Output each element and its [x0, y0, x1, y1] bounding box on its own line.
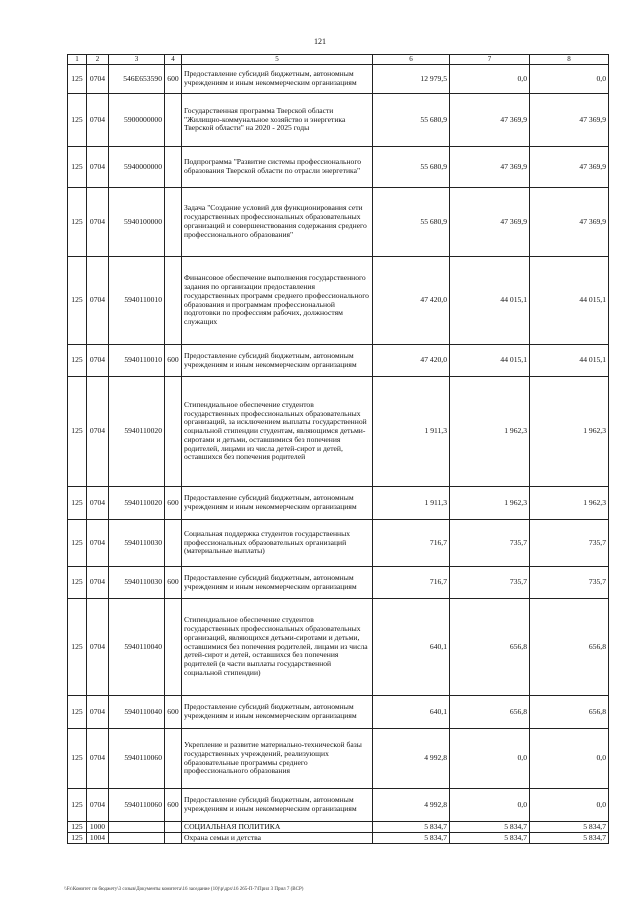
expense-type-cell — [165, 377, 182, 487]
target-article-cell — [109, 833, 165, 844]
name-cell: Укрепление и развитие материально-технической базы государственных учреждений, реализующих образовательные программы среднего профессионального образования — [182, 729, 373, 789]
table-row — [68, 377, 609, 487]
expense-type-cell: 600 — [165, 567, 182, 599]
admin-code-cell: 125 — [68, 729, 87, 789]
amount-cell: 47 369,9 — [530, 147, 609, 188]
amount-cell: 735,7 — [530, 567, 609, 599]
amount-cell: 656,8 — [450, 696, 530, 729]
amount-cell: 55 680,9 — [373, 94, 450, 147]
amount-cell: 0,0 — [450, 65, 530, 94]
amount-cell: 0,0 — [450, 729, 530, 789]
amount-cell: 5 834,7 — [450, 822, 530, 833]
target-article-cell — [109, 822, 165, 833]
amount-cell: 640,1 — [373, 599, 450, 696]
admin-code-cell: 125 — [68, 833, 87, 844]
header-cell: 5 — [182, 55, 373, 65]
target-article-cell: 5940110060 — [109, 789, 165, 822]
amount-cell: 735,7 — [450, 520, 530, 567]
admin-code-cell: 125 — [68, 520, 87, 567]
expense-type-cell: 600 — [165, 789, 182, 822]
amount-cell: 5 834,7 — [530, 822, 609, 833]
name-cell: Стипендиальное обеспечение студентов государственных профессиональных образовательных организаций, за исключением выплаты государственной социальной стипендии студентам, являющимся детьми-сиротами и детьми, оставшимися без попечения родителей, лицами из числа детей-сирот и детей, оставшихся без попечения родителей — [182, 377, 373, 487]
table-row — [68, 520, 609, 567]
admin-code-cell: 125 — [68, 257, 87, 345]
amount-cell: 716,7 — [373, 567, 450, 599]
section-code-cell: 0704 — [87, 147, 109, 188]
target-article-cell: 5940110030 — [109, 520, 165, 567]
header-cell: 4 — [165, 55, 182, 65]
amount-cell: 656,8 — [450, 599, 530, 696]
amount-cell: 44 015,1 — [450, 257, 530, 345]
admin-code-cell: 125 — [68, 377, 87, 487]
admin-code-cell: 125 — [68, 696, 87, 729]
admin-code-cell: 125 — [68, 487, 87, 520]
amount-cell: 640,1 — [373, 696, 450, 729]
section-code-cell: 0704 — [87, 789, 109, 822]
section-code-cell: 0704 — [87, 377, 109, 487]
amount-cell: 5 834,7 — [373, 833, 450, 844]
table-row — [68, 822, 609, 833]
amount-cell: 44 015,1 — [450, 345, 530, 377]
expense-type-cell — [165, 520, 182, 567]
header-cell: 6 — [373, 55, 450, 65]
amount-cell: 47 420,0 — [373, 257, 450, 345]
amount-cell: 1 962,3 — [450, 487, 530, 520]
section-code-cell: 0704 — [87, 94, 109, 147]
header-cell: 3 — [109, 55, 165, 65]
target-article-cell: 5940110040 — [109, 599, 165, 696]
admin-code-cell: 125 — [68, 345, 87, 377]
admin-code-cell: 125 — [68, 65, 87, 94]
name-cell: Государственная программа Тверской области "Жилищно-коммунальное хозяйство и энергетика Тверской области" на 2020 - 2025 годы — [182, 94, 373, 147]
target-article-cell: 5940110040 — [109, 696, 165, 729]
expense-type-cell — [165, 729, 182, 789]
name-cell: Предоставление субсидий бюджетным, автономным учреждениям и иным некоммерческим организациям — [182, 487, 373, 520]
table-row — [68, 833, 609, 844]
table-header-row — [68, 55, 609, 65]
amount-cell: 0,0 — [450, 789, 530, 822]
admin-code-cell: 125 — [68, 822, 87, 833]
page-number: 121 — [314, 37, 326, 46]
target-article-cell: 5940110030 — [109, 567, 165, 599]
header-cell: 2 — [87, 55, 109, 65]
amount-cell: 47 369,9 — [530, 188, 609, 257]
amount-cell: 47 420,0 — [373, 345, 450, 377]
section-code-cell: 0704 — [87, 345, 109, 377]
section-code-cell: 0704 — [87, 520, 109, 567]
section-code-cell: 0704 — [87, 487, 109, 520]
amount-cell: 44 015,1 — [530, 257, 609, 345]
expense-type-cell — [165, 833, 182, 844]
amount-cell: 47 369,9 — [530, 94, 609, 147]
section-code-cell: 0704 — [87, 65, 109, 94]
target-article-cell: 5940110060 — [109, 729, 165, 789]
table-row — [68, 147, 609, 188]
expense-type-cell — [165, 147, 182, 188]
table-row — [68, 257, 609, 345]
amount-cell: 1 962,3 — [450, 377, 530, 487]
amount-cell: 12 979,5 — [373, 65, 450, 94]
amount-cell: 55 680,9 — [373, 188, 450, 257]
admin-code-cell: 125 — [68, 789, 87, 822]
name-cell: Предоставление субсидий бюджетным, автономным учреждениям и иным некоммерческим организациям — [182, 696, 373, 729]
header-cell: 1 — [68, 55, 87, 65]
name-cell: Предоставление субсидий бюджетным, автономным учреждениям и иным некоммерческим организациям — [182, 567, 373, 599]
amount-cell: 5 834,7 — [450, 833, 530, 844]
amount-cell: 55 680,9 — [373, 147, 450, 188]
name-cell: Задача "Создание условий для функционирования сети государственных профессиональных образовательных организаций и совершенствования содержания среднего профессионального образования" — [182, 188, 373, 257]
amount-cell: 735,7 — [450, 567, 530, 599]
section-code-cell: 1004 — [87, 833, 109, 844]
budget-table — [67, 54, 609, 844]
table-row — [68, 599, 609, 696]
admin-code-cell: 125 — [68, 567, 87, 599]
amount-cell: 5 834,7 — [530, 833, 609, 844]
name-cell: Стипендиальное обеспечение студентов государственных профессиональных образовательных организаций, являющихся детьми-сиротами и детьми, оставшимися без попечения родителей, лицами из числа детей-сирот и детей, оставшихся без попечения родителей (в части выплаты государственной социальной стипендии) — [182, 599, 373, 696]
section-code-cell: 0704 — [87, 599, 109, 696]
table-row — [68, 487, 609, 520]
table-row — [68, 789, 609, 822]
amount-cell: 1 962,3 — [530, 487, 609, 520]
amount-cell: 0,0 — [530, 789, 609, 822]
expense-type-cell: 600 — [165, 345, 182, 377]
table-row — [68, 345, 609, 377]
expense-type-cell: 600 — [165, 487, 182, 520]
target-article-cell: 5940000000 — [109, 147, 165, 188]
amount-cell: 47 369,9 — [450, 94, 530, 147]
amount-cell: 0,0 — [530, 729, 609, 789]
amount-cell: 656,8 — [530, 599, 609, 696]
expense-type-cell — [165, 822, 182, 833]
table-body — [68, 55, 609, 844]
amount-cell: 5 834,7 — [373, 822, 450, 833]
section-code-cell: 0704 — [87, 188, 109, 257]
expense-type-cell — [165, 257, 182, 345]
table-row — [68, 94, 609, 147]
table-row — [68, 567, 609, 599]
name-cell: Подпрограмма "Развитие системы профессионального образования Тверской области по отрасли энергетика" — [182, 147, 373, 188]
name-cell: Охрана семьи и детства — [182, 833, 373, 844]
admin-code-cell: 125 — [68, 188, 87, 257]
header-cell: 7 — [450, 55, 530, 65]
amount-cell: 4 992,8 — [373, 729, 450, 789]
amount-cell: 47 369,9 — [450, 188, 530, 257]
name-cell: Предоставление субсидий бюджетным, автономным учреждениям и иным некоммерческим организациям — [182, 789, 373, 822]
amount-cell: 716,7 — [373, 520, 450, 567]
expense-type-cell: 600 — [165, 696, 182, 729]
target-article-cell: 5940110020 — [109, 487, 165, 520]
target-article-cell: 546E653590 — [109, 65, 165, 94]
amount-cell: 44 015,1 — [530, 345, 609, 377]
admin-code-cell: 125 — [68, 94, 87, 147]
section-code-cell: 0704 — [87, 257, 109, 345]
amount-cell: 656,8 — [530, 696, 609, 729]
amount-cell: 47 369,9 — [450, 147, 530, 188]
amount-cell: 735,7 — [530, 520, 609, 567]
table-row — [68, 65, 609, 94]
target-article-cell: 5940110010 — [109, 345, 165, 377]
expense-type-cell — [165, 94, 182, 147]
table-row — [68, 696, 609, 729]
amount-cell: 0,0 — [530, 65, 609, 94]
name-cell: Финансовое обеспечение выполнения государственного задания по организации предоставления государственных программ среднего профессионального образования и программам профессиональной подготовки по профессиям рабочих, должностям служащих — [182, 257, 373, 345]
header-cell: 8 — [530, 55, 609, 65]
section-code-cell: 1000 — [87, 822, 109, 833]
name-cell: Предоставление субсидий бюджетным, автономным учреждениям и иным некоммерческим организациям — [182, 65, 373, 94]
name-cell: СОЦИАЛЬНАЯ ПОЛИТИКА — [182, 822, 373, 833]
section-code-cell: 0704 — [87, 567, 109, 599]
table-row — [68, 729, 609, 789]
amount-cell: 1 911,3 — [373, 377, 450, 487]
expense-type-cell — [165, 599, 182, 696]
amount-cell: 4 992,8 — [373, 789, 450, 822]
target-article-cell: 5940110010 — [109, 257, 165, 345]
table-row — [68, 188, 609, 257]
footer-file-path: \\Fs\Комитет по бюджету\3 созыв\Документы комитета\16 заседание (10)\p\дрх\16 265-П-7\Прил 3 Прил 7 (ВСР) — [64, 887, 304, 892]
section-code-cell: 0704 — [87, 696, 109, 729]
amount-cell: 1 962,3 — [530, 377, 609, 487]
name-cell: Предоставление субсидий бюджетным, автономным учреждениям и иным некоммерческим организациям — [182, 345, 373, 377]
section-code-cell: 0704 — [87, 729, 109, 789]
admin-code-cell: 125 — [68, 147, 87, 188]
target-article-cell: 5900000000 — [109, 94, 165, 147]
amount-cell: 1 911,3 — [373, 487, 450, 520]
admin-code-cell: 125 — [68, 599, 87, 696]
target-article-cell: 5940110020 — [109, 377, 165, 487]
expense-type-cell: 600 — [165, 65, 182, 94]
name-cell: Социальная поддержка студентов государственных профессиональных образовательных организаций (материальные выплаты) — [182, 520, 373, 567]
target-article-cell: 5940100000 — [109, 188, 165, 257]
expense-type-cell — [165, 188, 182, 257]
